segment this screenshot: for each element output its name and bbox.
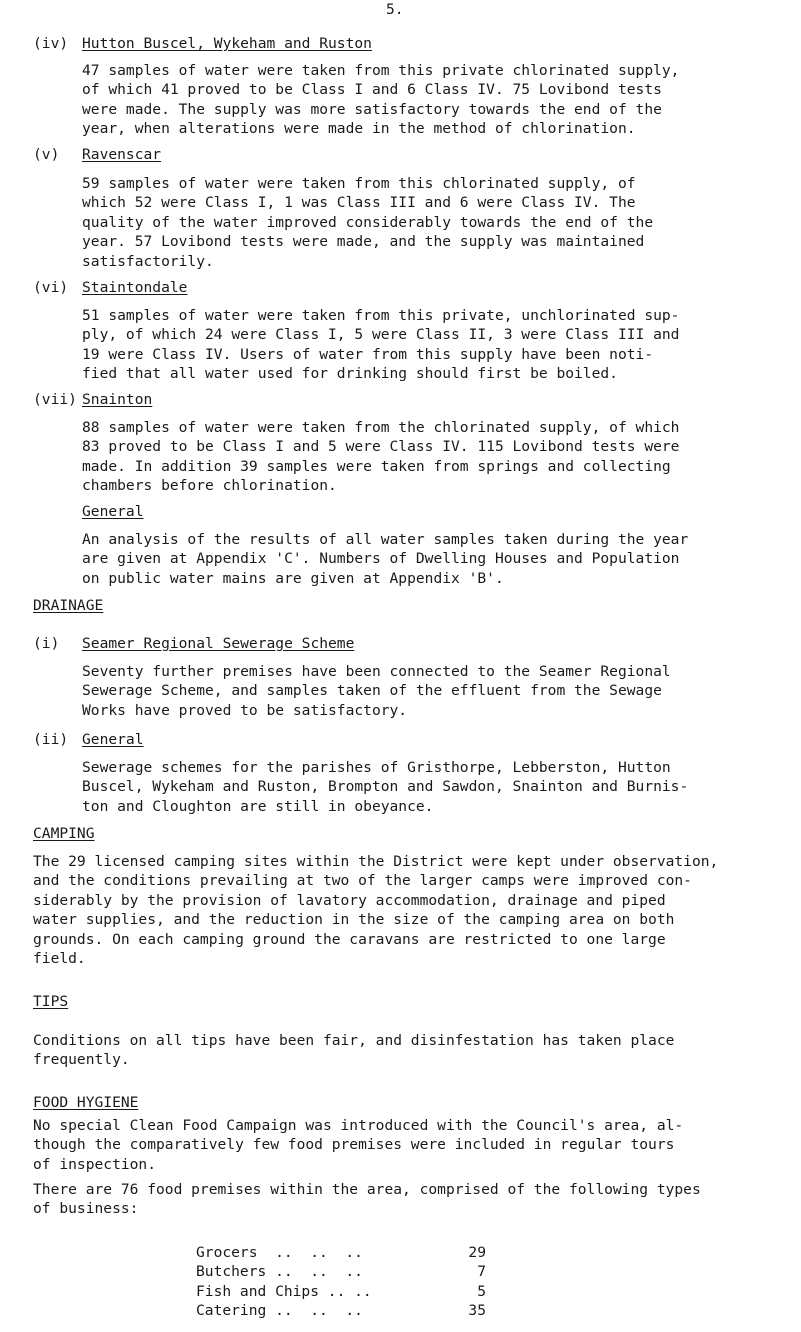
- business-type: Grocers .. .. ..: [196, 1244, 363, 1261]
- food-premises-table: [196, 1243, 486, 1321]
- table-row: [196, 1243, 486, 1262]
- business-type: Butchers .. .. ..: [196, 1263, 363, 1281]
- business-type: Fish and Chips .. ..: [196, 1282, 372, 1300]
- business-count: 5: [477, 1282, 486, 1300]
- section-number: (v): [33, 146, 60, 163]
- section-paragraph: 59 samples of water were taken from this chlorinated supply, of which 52 were Class I, 1 was Class III and 6 were Class IV. The quality of the water improved considerably towards the end of the year. 57 Lovibond tests were made, and the supply was maintained satisfactorily.: [82, 175, 654, 270]
- food-hygiene-title: FOOD HYGIENE: [33, 1094, 139, 1111]
- business-type: Catering .. .. ..: [196, 1302, 363, 1320]
- page-number: 5.: [386, 1, 404, 18]
- section-number: (iv): [33, 35, 69, 52]
- section-paragraph: 47 samples of water were taken from this private chlorinated supply, of which 41 proved to be Class I and 6 Class IV. 75 Lovibond tests were made. The supply was more satisfactory towards the end of the year, when alterations were made in the method of chlorination.: [82, 62, 680, 138]
- food-premises-paragraph: There are 76 food premises within the area, comprised of the following types of business:: [33, 1181, 701, 1218]
- section-heading: Snainton: [82, 391, 153, 408]
- table-row: [196, 1262, 486, 1281]
- tips-paragraph: Conditions on all tips have been fair, and disinfestation has taken place frequently.: [33, 1032, 675, 1069]
- drainage-title: DRAINAGE: [33, 597, 104, 614]
- section-number: (vi): [33, 279, 69, 296]
- section-number: (i): [33, 635, 60, 652]
- tips-title: TIPS: [33, 993, 69, 1010]
- business-count: 35: [468, 1302, 486, 1320]
- table-row: [196, 1301, 486, 1320]
- section-heading: Staintondale: [82, 279, 188, 296]
- camping-paragraph: The 29 licensed camping sites within the District were kept under observation, and the conditions prevailing at two of the larger camps were improved con- siderably by the provision of lavatory accommodation, drainage and piped water supplies, and the reduction in the size of the camping area on both grounds. On each camping ground the caravans are restricted to one large field.: [33, 853, 719, 968]
- general-paragraph: An analysis of the results of all water samples taken during the year are given at Appendix 'C'. Numbers of Dwelling Houses and Population on public water mains are given at Appendix 'B'.: [82, 531, 689, 587]
- camping-title: CAMPING: [33, 825, 95, 842]
- section-paragraph: Sewerage schemes for the parishes of Gristhorpe, Lebberston, Hutton Buscel, Wykeham and Ruston, Brompton and Sawdon, Snainton and Burnis- ton and Cloughton are still in obeyance.: [82, 759, 689, 815]
- section-number: (vii): [33, 391, 77, 408]
- business-count: 7: [477, 1263, 486, 1281]
- section-heading: Ravenscar: [82, 146, 162, 163]
- section-number: (ii): [33, 731, 69, 748]
- section-paragraph: Seventy further premises have been connected to the Seamer Regional Sewerage Scheme, and samples taken of the effluent from the Sewage Works have proved to be satisfactory.: [82, 663, 671, 719]
- section-heading: Hutton Buscel, Wykeham and Ruston: [82, 35, 372, 52]
- general-heading: General: [82, 503, 144, 520]
- section-paragraph: 88 samples of water were taken from the chlorinated supply, of which 83 proved to be Class I and 5 were Class IV. 115 Lovibond tests were made. In addition 39 samples were taken from springs and collecting chambers before chlorination.: [82, 419, 680, 495]
- business-count: 29: [468, 1244, 486, 1261]
- section-heading: General: [82, 731, 144, 748]
- food-hygiene-paragraph: No special Clean Food Campaign was introduced with the Council's area, al- though the comparatively few food premises were included in regular tours of inspection.: [33, 1117, 684, 1173]
- section-heading: Seamer Regional Sewerage Scheme: [82, 635, 355, 652]
- section-paragraph: 51 samples of water were taken from this private, unchlorinated sup- ply, of which 24 were Class I, 5 were Class II, 3 were Class III and 19 were Class IV. Users of water from this supply have been noti- fied that all water used for drinking should first be boiled.: [82, 307, 680, 383]
- table-row: [196, 1282, 486, 1301]
